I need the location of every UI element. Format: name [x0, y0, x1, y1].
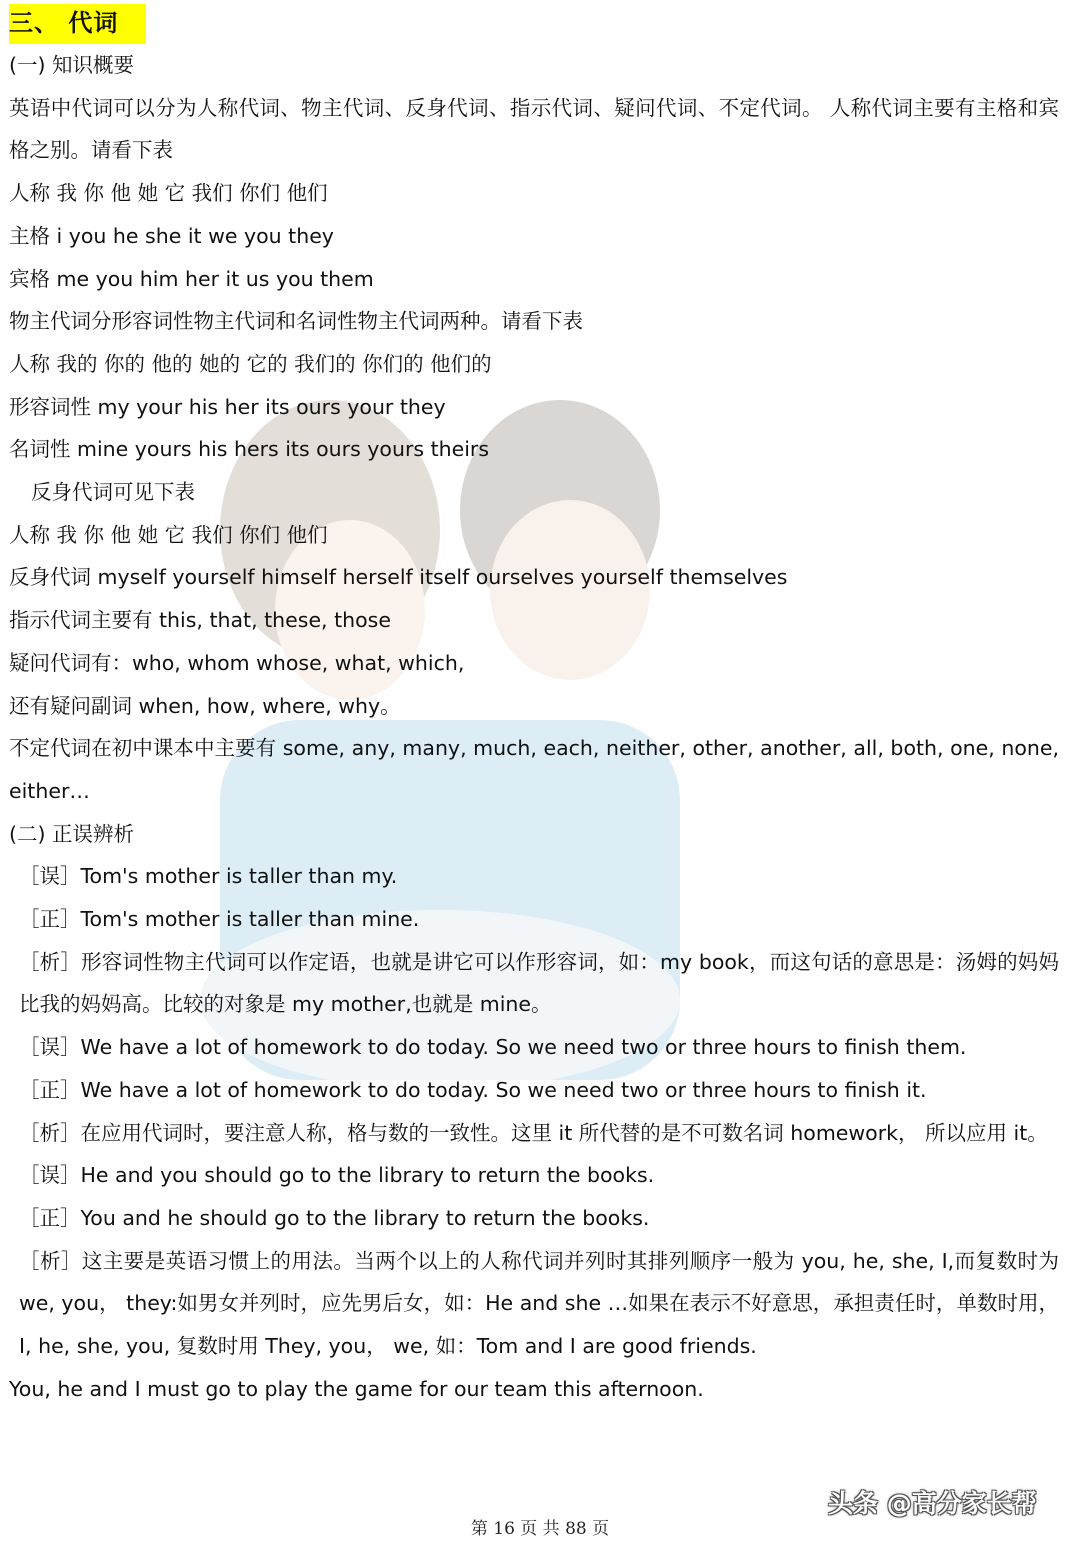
example-analysis-3: ［析］这主要是英语习惯上的用法。当两个以上的人称代词并列时其排列顺序一般为 you, he, she, I,而复数时为 we, you， they:如男女并列时，应先男后女，如：He and she …如果在表示不好意思，承担责任时，单数时用，I, he, she, you, 复数时用 They, you， we, 如：Tom and I are good friends.: [19, 1248, 1059, 1359]
section-heading: 三、 代词: [9, 4, 146, 44]
table-row-adjective-possessive: 形容词性 my your his her its ours your they: [9, 394, 446, 419]
document-body: [9, 4, 1069, 1411]
example-wrong-3: ［误］He and you should go to the library to return the books.: [19, 1163, 655, 1188]
watermark-text: 头条 @高分家长帮: [828, 1489, 1037, 1518]
table-row-subject-case: 主格 i you he she it we you they: [9, 223, 334, 248]
paragraph-demonstrative: 指示代词主要有 this, that, these, those: [9, 608, 391, 633]
example-correct-1: ［正］Tom's mother is taller than mine.: [19, 907, 420, 932]
paragraph-interrogative: 疑问代词有：who, whom whose, what, which,: [9, 650, 465, 675]
example-analysis-1: ［析］形容词性物主代词可以作定语，也就是讲它可以作形容词，如：my book，而这句话的意思是：汤姆的妈妈比我的妈妈高。比较的对象是 my mother,也就是 mine。: [19, 949, 1059, 1017]
paragraph-possessive-intro: 物主代词分形容词性物主代词和名词性物主代词两种。请看下表: [9, 309, 583, 334]
example-sentence: You, he and I must go to play the game for our team this afternoon.: [9, 1376, 704, 1401]
example-analysis-2: ［析］在应用代词时，要注意人称，格与数的一致性。这里 it 所代替的是不可数名词 homework， 所以应用 it。: [19, 1120, 1048, 1145]
subheading-error-analysis: (二) 正误辨析: [9, 821, 135, 846]
paragraph-reflexive-intro: 反身代词可见下表: [31, 480, 195, 505]
table-row-noun-possessive: 名词性 mine yours his hers its ours yours theirs: [9, 437, 490, 462]
page-number-footer: 第 16 页 共 88 页: [470, 1519, 610, 1539]
example-correct-2: ［正］We have a lot of homework to do today. So we need two or three hours to finish it.: [19, 1077, 927, 1102]
table-row-person: 人称 我 你 他 她 它 我们 你们 他们: [9, 181, 328, 206]
paragraph-pronoun-types: 英语中代词可以分为人称代词、物主代词、反身代词、指示代词、疑问代词、不定代词。 人称代词主要有主格和宾格之别。请看下表: [9, 95, 1059, 163]
table-row-reflexive: 反身代词 myself yourself himself herself itself ourselves yourself themselves: [9, 565, 788, 590]
example-wrong-2: ［误］We have a lot of homework to do today. So we need two or three hours to finish them.: [19, 1035, 967, 1060]
paragraph-interrogative-adverb: 还有疑问副词 when, how, where, why。: [9, 693, 401, 718]
table-row-possessive-person: 人称 我的 你的 他的 她的 它的 我们的 你们的 他们的: [9, 351, 492, 376]
table-row-object-case: 宾格 me you him her it us you them: [9, 266, 374, 291]
example-correct-3: ［正］You and he should go to the library to return the books.: [19, 1205, 650, 1230]
table-row-reflexive-person: 人称 我 你 他 她 它 我们 你们 他们: [9, 522, 328, 547]
paragraph-indefinite: 不定代词在初中课本中主要有 some, any, many, much, each, neither, other, another, all, both, one, none, either…: [9, 736, 1059, 803]
example-wrong-1: ［误］Tom's mother is taller than my.: [19, 864, 398, 889]
subheading-overview: (一) 知识概要: [9, 53, 135, 77]
